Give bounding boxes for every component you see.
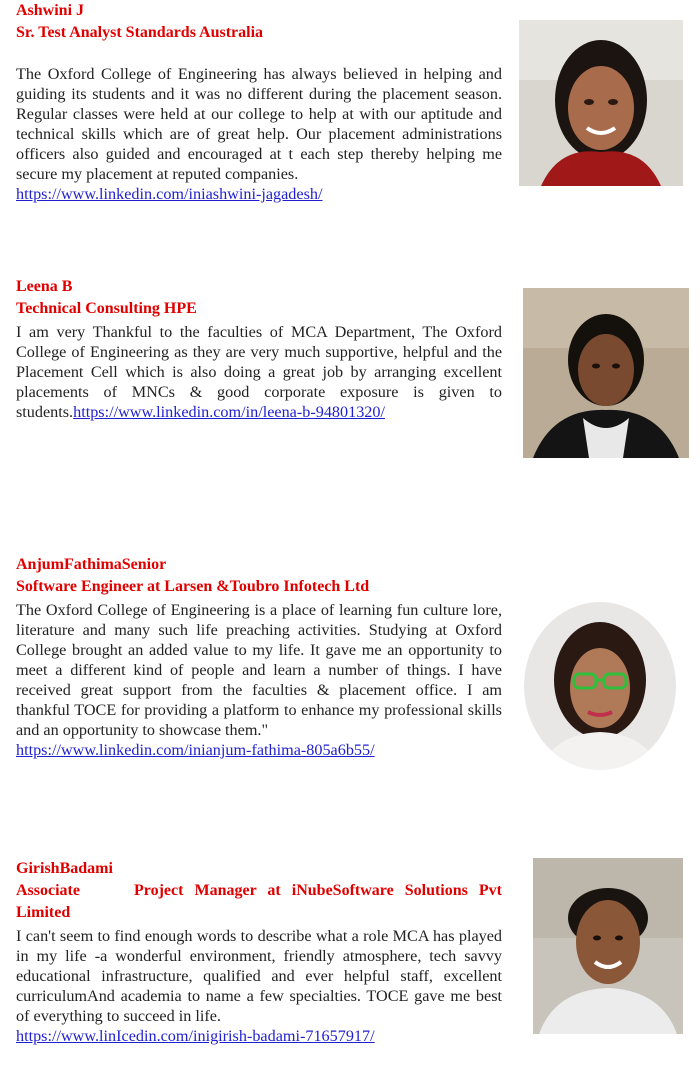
testimonial-text: The Oxford College of Engineering has always believed in helping and guiding its students and it was no different during the placement season. Regular classes were held at our college to help at with our aptitude and technical skills which are of great help. Our placement administrations officers also guided and encouraged at t each step thereby helping me secure my placement at reputed companies. https://www.linkedin.com/iniashwini-jagadesh/ xyxy=(16,65,502,203)
portrait-photo xyxy=(533,858,683,1034)
linkedin-link[interactable]: https://www.linkedin.com/inianjum-fathima-805a6b55/ xyxy=(16,741,375,759)
testimonial-leena xyxy=(16,276,700,466)
person-role: Software Engineer at Larsen &Toubro Infotech Ltd xyxy=(16,578,370,595)
person-role: Associate Project Manager at iNubeSoftware Solutions Pvt Limited xyxy=(16,882,502,921)
person-name: GirishBadami xyxy=(16,860,113,877)
portrait-photo xyxy=(519,20,683,186)
person-name: AnjumFathimaSenior xyxy=(16,556,167,573)
testimonial-text: I am very Thankful to the faculties of MCA Department, The Oxford College of Engineering as they are very much supportive, helpful and the Placement Cell which is also doing a great job by arranging excellent placements of MNCs & good corporate exposure is given to students.https://www.linkedin.com/in/leena-b-94801320/ xyxy=(16,323,502,421)
linkedin-link[interactable]: https://www.linIcedin.com/inigirish-badami-71657917/ xyxy=(16,1027,375,1045)
person-role: Technical Consulting HPE xyxy=(16,300,197,317)
person-name: Leena B xyxy=(16,278,73,295)
portrait-photo xyxy=(523,288,689,458)
linkedin-link[interactable]: https://www.linkedin.com/iniashwini-jagadesh/ xyxy=(16,185,323,203)
person-name: Ashwini J xyxy=(16,2,85,19)
testimonial-anjum xyxy=(16,554,700,784)
testimonial-girish xyxy=(16,858,700,1048)
testimonial-text: I can't seem to find enough words to describe what a role MCA has played in my life -a wonderful environment, friendly atmosphere, tech savvy educational infrastructure, qualified and ever helpful staff, excellent curriculumAnd academia to name a few specialties. TOCE gave me best of everything to succeed in life. https://www.linIcedin.com/inigirish-badami-71657917/ xyxy=(16,927,502,1045)
testimonial-ashwini xyxy=(16,0,700,210)
linkedin-link[interactable]: https://www.linkedin.com/in/leena-b-94801320/ xyxy=(73,403,385,421)
testimonial-text: The Oxford College of Engineering is a place of learning fun culture lore, literature and many such life preaching activities. Studying at Oxford College brought an added value to my life. It gave me an opportunity to meet a different kind of people and learn a number of things. I have received great support from the faculties & placement office. I am thankful TOCE for providing a platform to enhance my professional skills and an opportunity to showcase them." https://www.linkedin.com/inianjum-fathima-805a6b55/ xyxy=(16,601,502,759)
portrait-photo xyxy=(524,602,676,770)
person-role: Sr. Test Analyst Standards Australia xyxy=(16,24,264,41)
